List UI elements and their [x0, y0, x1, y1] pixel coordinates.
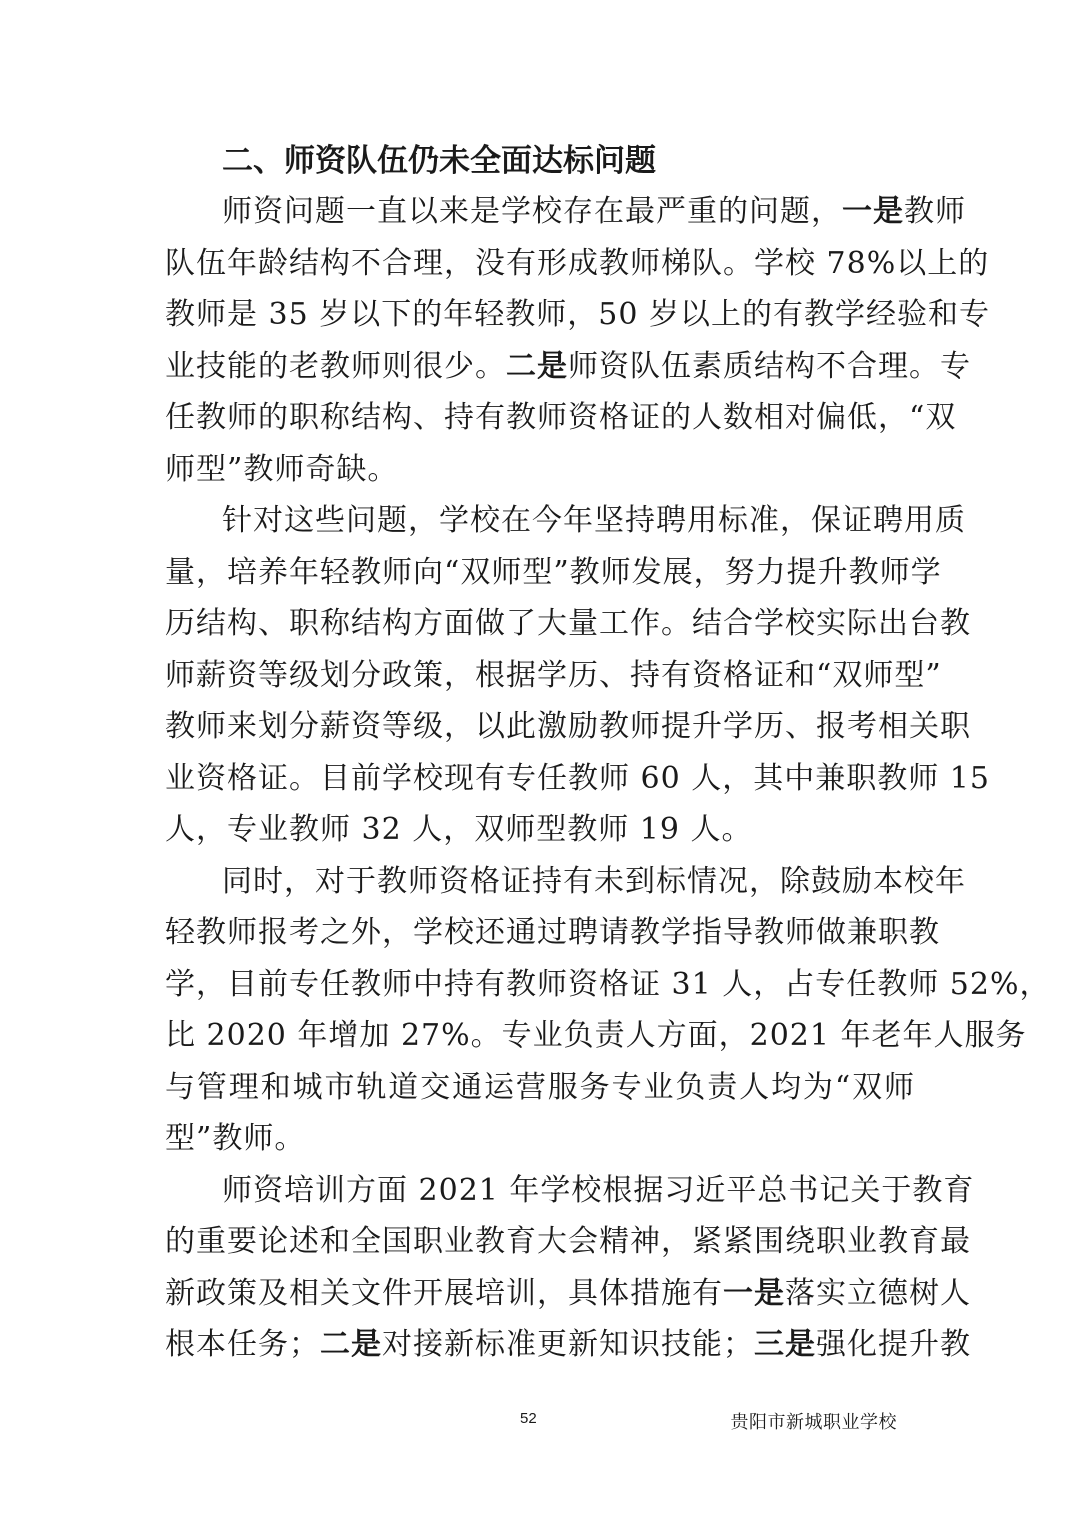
text-segment: 队伍年龄结构不合理，没有形成教师梯队。学校 78%以上的 [165, 245, 990, 281]
text-segment: 师型”教师奇缺。 [165, 451, 399, 487]
text-line [165, 753, 990, 805]
text-segment: 型”教师。 [165, 1121, 306, 1156]
page-number: 52 [520, 1410, 537, 1427]
text-segment: 师资培训方面 2021 年学校根据习近平总书记关于教育 [222, 1172, 975, 1208]
text-segment: 与管理和城市轨道交通运营服务专业负责人均为“双师 [165, 1069, 915, 1105]
text-line [165, 907, 940, 959]
text-segment: 师资队伍素质结构不合理。专 [568, 348, 971, 384]
text-segment: 师资问题一直以来是学校存在最严重的问题， [222, 194, 842, 229]
text-segment: 新政策及相关文件开展培训，具体措施有 [165, 1275, 723, 1311]
text-segment: 针对这些问题，学校在今年坚持聘用标准，保证聘用质 [222, 503, 966, 538]
body-text [165, 186, 1051, 1371]
bold-marker: 三是 [754, 1327, 816, 1362]
text-segment: 人，专业教师 32 人，双师型教师 19 人。 [165, 812, 753, 847]
text-line [165, 392, 957, 444]
text-segment: 量，培养年轻教师向“双师型”教师发展，努力提升教师学 [165, 554, 942, 590]
paragraph [165, 1165, 975, 1371]
section-heading: 二、师资队伍仍未全面达标问题 [222, 143, 656, 179]
text-segment: 的重要论述和全国职业教育大会精神，紧紧围绕职业教育最 [165, 1224, 971, 1259]
text-line [165, 1062, 915, 1114]
text-segment: 同时，对于教师资格证持有未到标情况，除鼓励本校年 [222, 863, 966, 899]
school-name: 贵阳市新城职业学校 [730, 1412, 897, 1433]
text-segment: 师薪资等级划分政策，根据学历、持有资格证和“双师型” [165, 657, 942, 693]
text-segment: 学，目前专任教师中持有教师资格证 31 人，占专任教师 52%， [165, 966, 1051, 1002]
text-segment: 历结构、职称结构方面做了大量工作。结合学校实际出台教 [165, 606, 971, 641]
text-line [165, 804, 915, 856]
text-segment: 任教师的职称结构、持有教师资格证的人数相对偏低，“双 [165, 400, 957, 435]
text-line [165, 186, 966, 238]
text-line [165, 959, 1051, 1011]
text-segment: 教师是 35 岁以下的年轻教师，50 岁以上的有教学经验和专 [165, 297, 990, 332]
text-segment: 强化提升教 [816, 1327, 971, 1362]
text-line [165, 289, 990, 341]
text-line [165, 856, 966, 908]
text-segment: 落实立德树人 [785, 1275, 971, 1311]
text-line [165, 547, 942, 599]
text-segment: 根本任务； [165, 1327, 320, 1362]
text-line [165, 1216, 971, 1268]
text-line [165, 598, 971, 650]
text-line [165, 1165, 975, 1217]
text-line [165, 701, 971, 753]
bold-marker: 二是 [320, 1327, 382, 1362]
text-segment: 业技能的老教师则很少。 [165, 348, 506, 384]
text-line [165, 1010, 1027, 1062]
text-line [165, 1268, 971, 1320]
bold-marker: 一是 [842, 194, 904, 229]
text-line [165, 444, 915, 496]
text-line [165, 650, 942, 702]
text-segment: 比 2020 年增加 27%。专业负责人方面，2021 年老年人服务 [165, 1018, 1027, 1053]
text-line [165, 238, 990, 290]
paragraph [165, 856, 1051, 1165]
text-line [165, 495, 966, 547]
text-segment: 教师来划分薪资等级，以此激励教师提升学历、报考相关职 [165, 709, 971, 744]
paragraph [165, 186, 990, 495]
paragraph [165, 495, 990, 856]
text-segment: 轻教师报考之外，学校还通过聘请教学指导教师做兼职教 [165, 915, 940, 950]
text-segment: 教师 [904, 194, 966, 229]
text-line [165, 1113, 915, 1165]
text-segment: 业资格证。目前学校现有专任教师 60 人，其中兼职教师 15 [165, 760, 990, 796]
text-segment: 对接新标准更新知识技能； [382, 1327, 754, 1362]
text-line [165, 341, 971, 393]
bold-marker: 二是 [506, 348, 568, 384]
bold-marker: 一是 [723, 1275, 785, 1311]
text-line [165, 1319, 971, 1371]
